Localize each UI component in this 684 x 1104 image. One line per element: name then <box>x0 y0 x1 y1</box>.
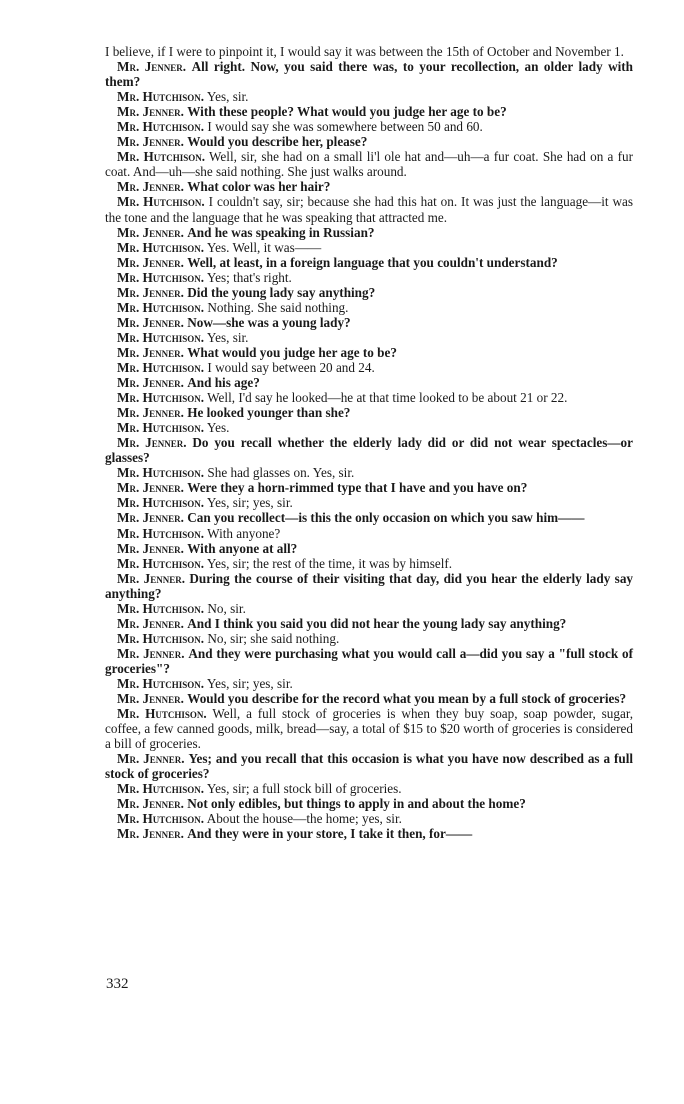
speech-text: Nothing. She said nothing. <box>207 299 349 315</box>
testimony-paragraph <box>105 330 633 345</box>
testimony-paragraph <box>105 435 633 465</box>
testimony-paragraph <box>105 601 633 616</box>
speaker-name: Mr. Hutchison. <box>117 675 205 691</box>
transcript-page <box>105 44 633 841</box>
speech-text: Did the young lady say anything? <box>187 284 376 300</box>
testimony-paragraph <box>105 149 633 179</box>
speech-text: Yes, sir; a full stock bill of groceries. <box>206 781 402 797</box>
speech-text: With anyone? <box>207 525 281 541</box>
speaker-name: Mr. Jenner. <box>117 284 184 300</box>
speech-text: And they were in your store, I take it then, for—— <box>187 826 473 842</box>
testimony-paragraph <box>105 240 633 255</box>
testimony-paragraph <box>105 781 633 796</box>
testimony-paragraph <box>105 826 633 841</box>
testimony-paragraph <box>105 179 633 194</box>
speech-text: Not only edibles, but things to apply in and about the home? <box>187 796 526 812</box>
testimony-paragraph <box>105 526 633 541</box>
testimony-paragraph <box>105 44 633 59</box>
testimony-paragraph <box>105 89 633 104</box>
speech-text: No, sir; she said nothing. <box>207 630 340 646</box>
testimony-paragraph <box>105 676 633 691</box>
speech-text: And he was speaking in Russian? <box>187 224 375 240</box>
speaker-name: Mr. Hutchison. <box>117 811 205 827</box>
speaker-name: Mr. Jenner. <box>117 480 184 496</box>
testimony-paragraph <box>105 556 633 571</box>
speech-text: During the course of their visiting that day, did you hear the elderly lady say anything? <box>105 570 634 601</box>
speaker-name: Mr. Hutchison. <box>117 555 205 571</box>
speech-text: I would say between 20 and 24. <box>207 359 375 375</box>
testimony-paragraph <box>105 134 633 149</box>
testimony-paragraph <box>105 571 633 601</box>
speech-text: Would you describe for the record what you mean by a full stock of groceries? <box>187 691 627 707</box>
speech-text: I couldn't say, sir; because she had this hat on. It was just the language—it was the tone and the language that he was speaking that attracted me. <box>105 194 634 225</box>
speaker-name: Mr. Jenner. <box>117 615 184 631</box>
testimony-paragraph <box>105 510 633 525</box>
speech-text: Yes; and you recall that this occasion is what you have now described as a full stock of groceries? <box>105 751 634 782</box>
testimony-paragraph <box>105 119 633 134</box>
speaker-name: Mr. Jenner. <box>117 344 184 360</box>
speech-text: Can you recollect—is this the only occasion on which you saw him—— <box>187 510 585 526</box>
page-number: 332 <box>106 976 129 992</box>
testimony-paragraph <box>105 255 633 270</box>
speaker-name: Mr. Hutchison. <box>117 329 205 345</box>
speech-text: Would you describe her, please? <box>187 134 368 150</box>
testimony-paragraph <box>105 616 633 631</box>
speaker-name: Mr. Jenner. <box>117 375 184 391</box>
speaker-name: Mr. Hutchison. <box>117 89 205 105</box>
testimony-paragraph <box>105 646 633 676</box>
speaker-name: Mr. Hutchison. <box>117 359 205 375</box>
testimony-paragraph <box>105 631 633 646</box>
speaker-name: Mr. Hutchison. <box>117 781 205 797</box>
speaker-name: Mr. Jenner. <box>117 179 184 195</box>
speaker-name: Mr. Hutchison. <box>117 495 205 511</box>
speaker-name: Mr. Hutchison. <box>117 119 205 135</box>
speech-text: Yes, sir; yes, sir. <box>206 495 293 511</box>
speaker-name: Mr. Hutchison. <box>117 149 206 165</box>
testimony-paragraph <box>105 345 633 360</box>
testimony-paragraph <box>105 420 633 435</box>
speaker-name: Mr. Jenner. <box>117 570 186 586</box>
speaker-name: Mr. Jenner. <box>117 405 184 421</box>
speech-text: Well, I'd say he looked—he at that time looked to be about 21 or 22. <box>207 390 568 406</box>
speaker-name: Mr. Hutchison. <box>117 299 205 315</box>
speaker-name: Mr. Hutchison. <box>117 706 207 722</box>
testimony-paragraph <box>105 811 633 826</box>
speech-text: No, sir. <box>207 600 246 616</box>
speaker-name: Mr. Hutchison. <box>117 600 205 616</box>
speech-text: Well, at least, in a foreign language that you couldn't understand? <box>187 254 558 270</box>
speaker-name: Mr. Jenner. <box>117 224 184 240</box>
speaker-name: Mr. Jenner. <box>117 540 184 556</box>
speech-text: Well, a full stock of groceries is when they buy soap, soap powder, sugar, coffee, a few canned goods, milk, bread—say, a total of $15 to $20 worth of groceries is considered a bill of groceries. <box>105 706 633 752</box>
speech-text: And they were purchasing what you would call a—did you say a "full stock of groceries"? <box>105 645 634 676</box>
speaker-name: Mr. Jenner. <box>117 134 184 150</box>
testimony-paragraph <box>105 465 633 480</box>
speaker-name: Mr. Jenner. <box>117 751 185 767</box>
speech-text: Yes, sir. <box>206 89 249 105</box>
speaker-name: Mr. Jenner. <box>117 645 185 661</box>
testimony-paragraph <box>105 360 633 375</box>
testimony-paragraph <box>105 751 633 781</box>
speaker-name: Mr. Hutchison. <box>117 390 205 406</box>
testimony-paragraph <box>105 390 633 405</box>
speech-text: About the house—the home; yes, sir. <box>206 811 402 827</box>
speaker-name: Mr. Jenner. <box>117 314 184 330</box>
speaker-name: Mr. Jenner. <box>117 826 184 842</box>
testimony-paragraph <box>105 194 633 224</box>
speech-text: Well, sir, she had on a small li'l ole hat and—uh—a fur coat. She had on a fur coat. And—uh—she said nothing. She just walks around. <box>105 149 633 180</box>
testimony-paragraph <box>105 270 633 285</box>
testimony-paragraph <box>105 480 633 495</box>
speaker-name: Mr. Jenner. <box>117 691 184 707</box>
testimony-paragraph <box>105 300 633 315</box>
speaker-name: Mr. Hutchison. <box>117 630 205 646</box>
speech-text: She had glasses on. Yes, sir. <box>207 465 355 481</box>
testimony-paragraph <box>105 225 633 240</box>
speaker-name: Mr. Jenner. <box>117 435 187 451</box>
speech-text: Yes, sir; the rest of the time, it was by himself. <box>206 555 453 571</box>
speech-text: Yes; that's right. <box>206 269 292 285</box>
speech-text: Yes, sir; yes, sir. <box>206 675 293 691</box>
testimony-paragraph <box>105 375 633 390</box>
speech-text: Were they a horn-rimmed type that I have and you have on? <box>187 480 528 496</box>
speaker-name: Mr. Jenner. <box>117 254 184 270</box>
testimony-paragraph <box>105 315 633 330</box>
testimony-paragraph <box>105 285 633 300</box>
speech-text: With anyone at all? <box>187 540 298 556</box>
speaker-name: Mr. Jenner. <box>117 796 184 812</box>
speech-text: I would say she was somewhere between 50 and 60. <box>207 119 483 135</box>
speech-text: All right. Now, you said there was, to your recollection, an older lady with them? <box>105 59 634 90</box>
speech-text: Yes. Well, it was—— <box>206 239 322 255</box>
speech-text: Yes. <box>206 420 230 436</box>
testimony-paragraph <box>105 104 633 119</box>
speaker-name: Mr. Hutchison. <box>117 239 205 255</box>
speech-text: With these people? What would you judge her age to be? <box>187 104 507 120</box>
speech-text: I believe, if I were to pinpoint it, I would say it was between the 15th of October and November 1. <box>105 44 624 59</box>
speaker-name: Mr. Hutchison. <box>117 194 205 210</box>
speech-text: Do you recall whether the elderly lady did or did not wear spectacles—or glasses? <box>105 435 634 466</box>
testimony-paragraph <box>105 706 633 751</box>
speech-text: What would you judge her age to be? <box>187 344 397 360</box>
testimony-paragraph <box>105 495 633 510</box>
testimony-paragraph <box>105 691 633 706</box>
speech-text: And I think you said you did not hear the young lady say anything? <box>187 615 567 631</box>
speaker-name: Mr. Hutchison. <box>117 420 205 436</box>
speech-text: He looked younger than she? <box>187 405 351 421</box>
speech-text: Yes, sir. <box>206 329 249 345</box>
testimony-paragraph <box>105 541 633 556</box>
testimony-paragraph <box>105 796 633 811</box>
speech-text: And his age? <box>187 375 260 391</box>
speech-text: Now—she was a young lady? <box>187 314 351 330</box>
testimony-paragraph <box>105 59 633 89</box>
testimony-paragraph <box>105 405 633 420</box>
speaker-name: Mr. Hutchison. <box>117 525 205 541</box>
speaker-name: Mr. Hutchison. <box>117 465 205 481</box>
speaker-name: Mr. Hutchison. <box>117 269 205 285</box>
speaker-name: Mr. Jenner. <box>117 104 184 120</box>
speaker-name: Mr. Jenner. <box>117 59 187 75</box>
speaker-name: Mr. Jenner. <box>117 510 184 526</box>
speech-text: What color was her hair? <box>187 179 331 195</box>
